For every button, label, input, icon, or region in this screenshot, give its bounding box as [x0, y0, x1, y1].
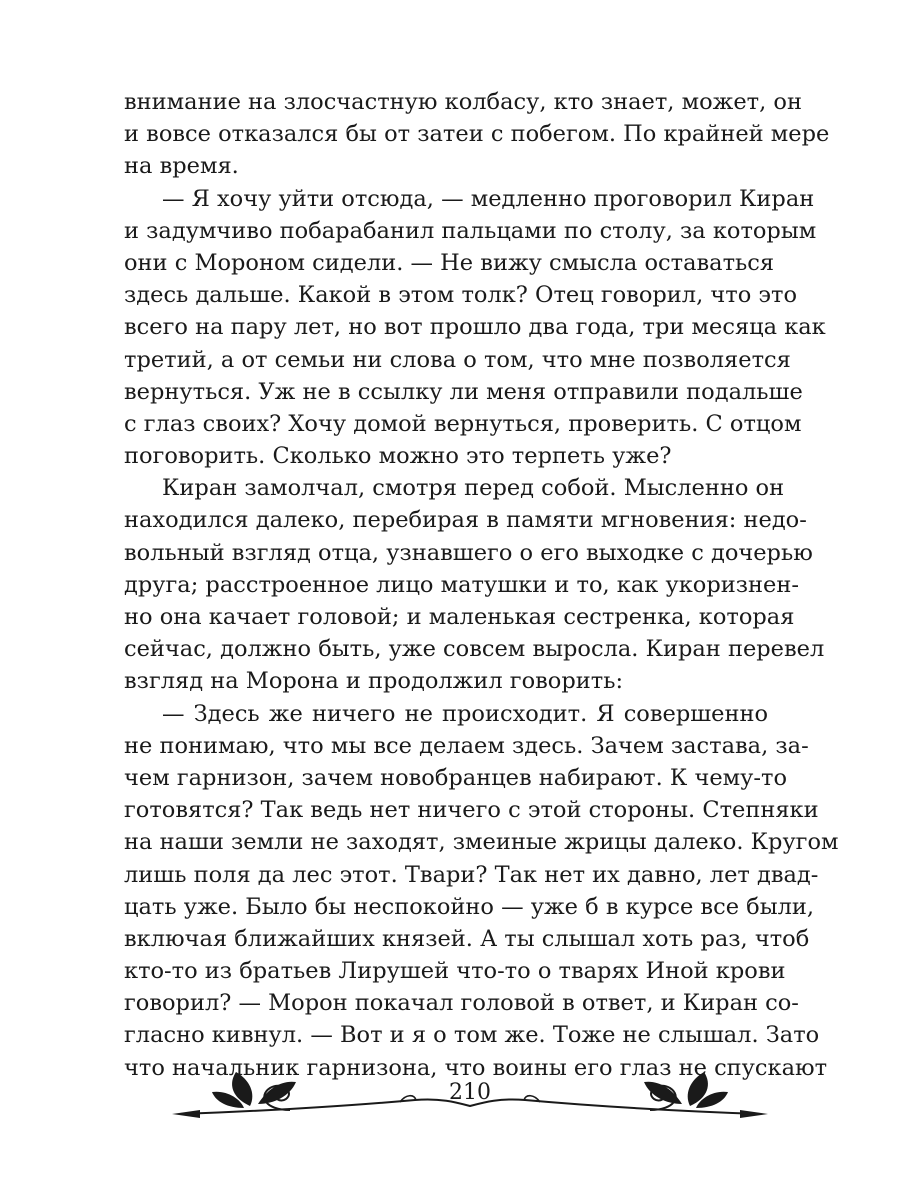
text-line: третий, а от семьи ни слова о том, что мне позволяется	[124, 346, 791, 373]
text-line: Киран замолчал, смотря перед собой. Мысленно он	[162, 475, 785, 502]
text-line: поговорить. Сколько можно это терпеть уже?	[124, 443, 672, 470]
text-line: вольный взгляд отца, узнавшего о его выходке с дочерью	[124, 539, 813, 566]
text-line: гласно кивнул. — Вот и я о том же. Тоже не слышал. Зато	[124, 1022, 820, 1049]
text-line: внимание на злосчастную колбасу, кто знает, может, он	[124, 89, 802, 115]
text-line: на наши земли не заходят, змеиные жрицы далеко. Кругом	[124, 829, 839, 856]
text-line: цать уже. Было бы неспокойно — уже б в курсе все были,	[124, 893, 815, 920]
text-line: и вовсе отказался бы от затеи с побегом. По крайней мере	[124, 121, 830, 148]
text-line: — Я хочу уйти отсюда, — медленно проговорил Киран	[162, 185, 815, 212]
text-line: сейчас, должно быть, уже совсем выросла. Киран перевел	[124, 636, 825, 663]
text-line: они с Мороном сидели. — Не вижу смысла оставаться	[124, 249, 775, 276]
text-line: но она качает головой; и маленькая сестренка, которая	[124, 604, 795, 630]
text-line: находился далеко, перебирая в памяти мгновения: недо-	[124, 507, 807, 534]
text-line: не понимаю, что мы все делаем здесь. Зачем застава, за-	[124, 732, 809, 759]
text-line: говорил? — Морон покачал головой в ответ, и Киран со-	[124, 990, 799, 1017]
text-line: всего на пару лет, но вот прошло два года, три месяца как	[124, 314, 826, 341]
text-line: кто-то из братьев Лирушей что-то о тварях Иной крови	[124, 958, 786, 985]
text-line: лишь поля да лес этот. Твари? Так нет их давно, лет двад-	[124, 861, 819, 888]
text-line: — Здесь же ничего не происходит. Я совершенно	[162, 700, 768, 727]
text-line: включая ближайших князей. А ты слышал хоть раз, чтоб	[124, 925, 810, 952]
text-line: что начальник гарнизона, что воины его глаз не спускают	[124, 1054, 828, 1081]
text-line: на время.	[124, 153, 239, 180]
body-text	[124, 86, 839, 1084]
text-line: взгляд на Морона и продолжил говорить:	[124, 668, 624, 695]
page-footer	[170, 1066, 770, 1136]
text-line: друга; расстроенное лицо матушки и то, как укоризнен-	[124, 571, 799, 598]
text-line: чем гарнизон, зачем новобранцев набирают. К чему-то	[124, 764, 788, 791]
page-number: 210	[449, 1080, 491, 1105]
text-line: и задумчиво побарабанил пальцами по столу, за которым	[124, 217, 817, 244]
text-line: здесь дальше. Какой в этом толк? Отец говорил, что это	[124, 282, 798, 309]
text-line: с глаз своих? Хочу домой вернуться, проверить. С отцом	[124, 410, 802, 437]
text-line: вернуться. Уж не в ссылку ли меня отправили подальше	[124, 378, 803, 405]
text-line: готовятся? Так ведь нет ничего с этой стороны. Степняки	[124, 797, 819, 824]
